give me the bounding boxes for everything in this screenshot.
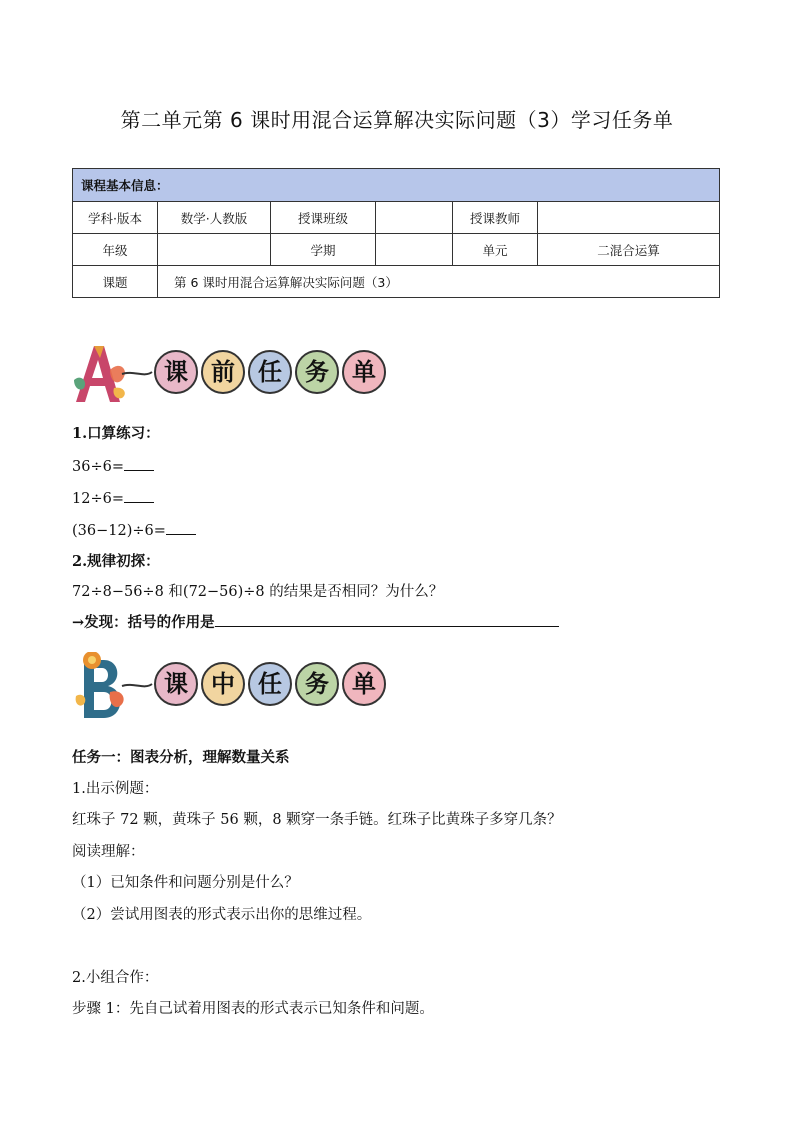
paragraph: 红珠子 72 颗，黄珠子 56 颗，8 颗穿一条手链。红珠子比黄珠子多穿几条？ [72,812,562,828]
banner-char: 课 [154,350,198,394]
paragraph: 1.出示例题： [72,781,159,797]
table-row [73,202,720,234]
table-cell: 数学·人教版 [158,202,271,234]
banner-char: 任 [248,662,292,706]
banner-char: 务 [295,350,339,394]
table-cell [376,234,453,266]
banner-char: 课 [154,662,198,706]
table-cell: 单元 [453,234,538,266]
topic-value: 第 6 课时用混合运算解决实际问题（3） [158,266,720,298]
heading-pattern: 2.规律初探： [72,553,160,570]
table-cell [158,234,271,266]
table-row [73,234,720,266]
banner-char: 中 [201,662,245,706]
banner-in-class [70,652,390,720]
question-3: (36−12)÷6= [72,520,196,539]
table-cell: 授课教师 [453,202,538,234]
heading-oral-practice: 1.口算练习： [72,425,160,442]
question-2: 12÷6= [72,488,154,507]
table-cell: 年级 [73,234,158,266]
paragraph: （2）尝试用图表的形式表示出你的思维过程。 [72,907,372,923]
table-row [73,266,720,298]
table-header: 课程基本信息： [73,169,720,202]
banner-char: 前 [201,350,245,394]
question-5: →发现：括号的作用是 [72,611,559,632]
table-cell: 学科·版本 [73,202,158,234]
banner-char: 务 [295,662,339,706]
question-1: 36÷6= [72,456,154,475]
question-4: 72÷8−56÷8 和(72−56)÷8 的结果是否相同？为什么？ [72,584,444,600]
table-cell [376,202,453,234]
table-cell: 二混合运算 [538,234,720,266]
paragraph: 步骤 1：先自己试着用图表的形式表示已知条件和问题。 [72,1001,434,1017]
page-title: 第二单元第 6 课时用混合运算解决实际问题（3）学习任务单 [120,108,674,132]
letter-a-decoration-icon [70,340,160,408]
table-cell: 授课班级 [271,202,376,234]
table-cell: 学期 [271,234,376,266]
course-info-table [72,168,720,298]
paragraph: 阅读理解： [72,844,145,860]
letter-b-decoration-icon [70,652,160,724]
banner-char: 单 [342,350,386,394]
banner-char: 单 [342,662,386,706]
banner-pre-class [70,340,390,408]
topic-label: 课题 [73,266,158,298]
paragraph: 2.小组合作： [72,970,159,986]
banner-char: 任 [248,350,292,394]
task-one-heading: 任务一：图表分析，理解数量关系 [72,749,290,766]
paragraph: （1）已知条件和问题分别是什么？ [72,875,299,891]
table-cell [538,202,720,234]
